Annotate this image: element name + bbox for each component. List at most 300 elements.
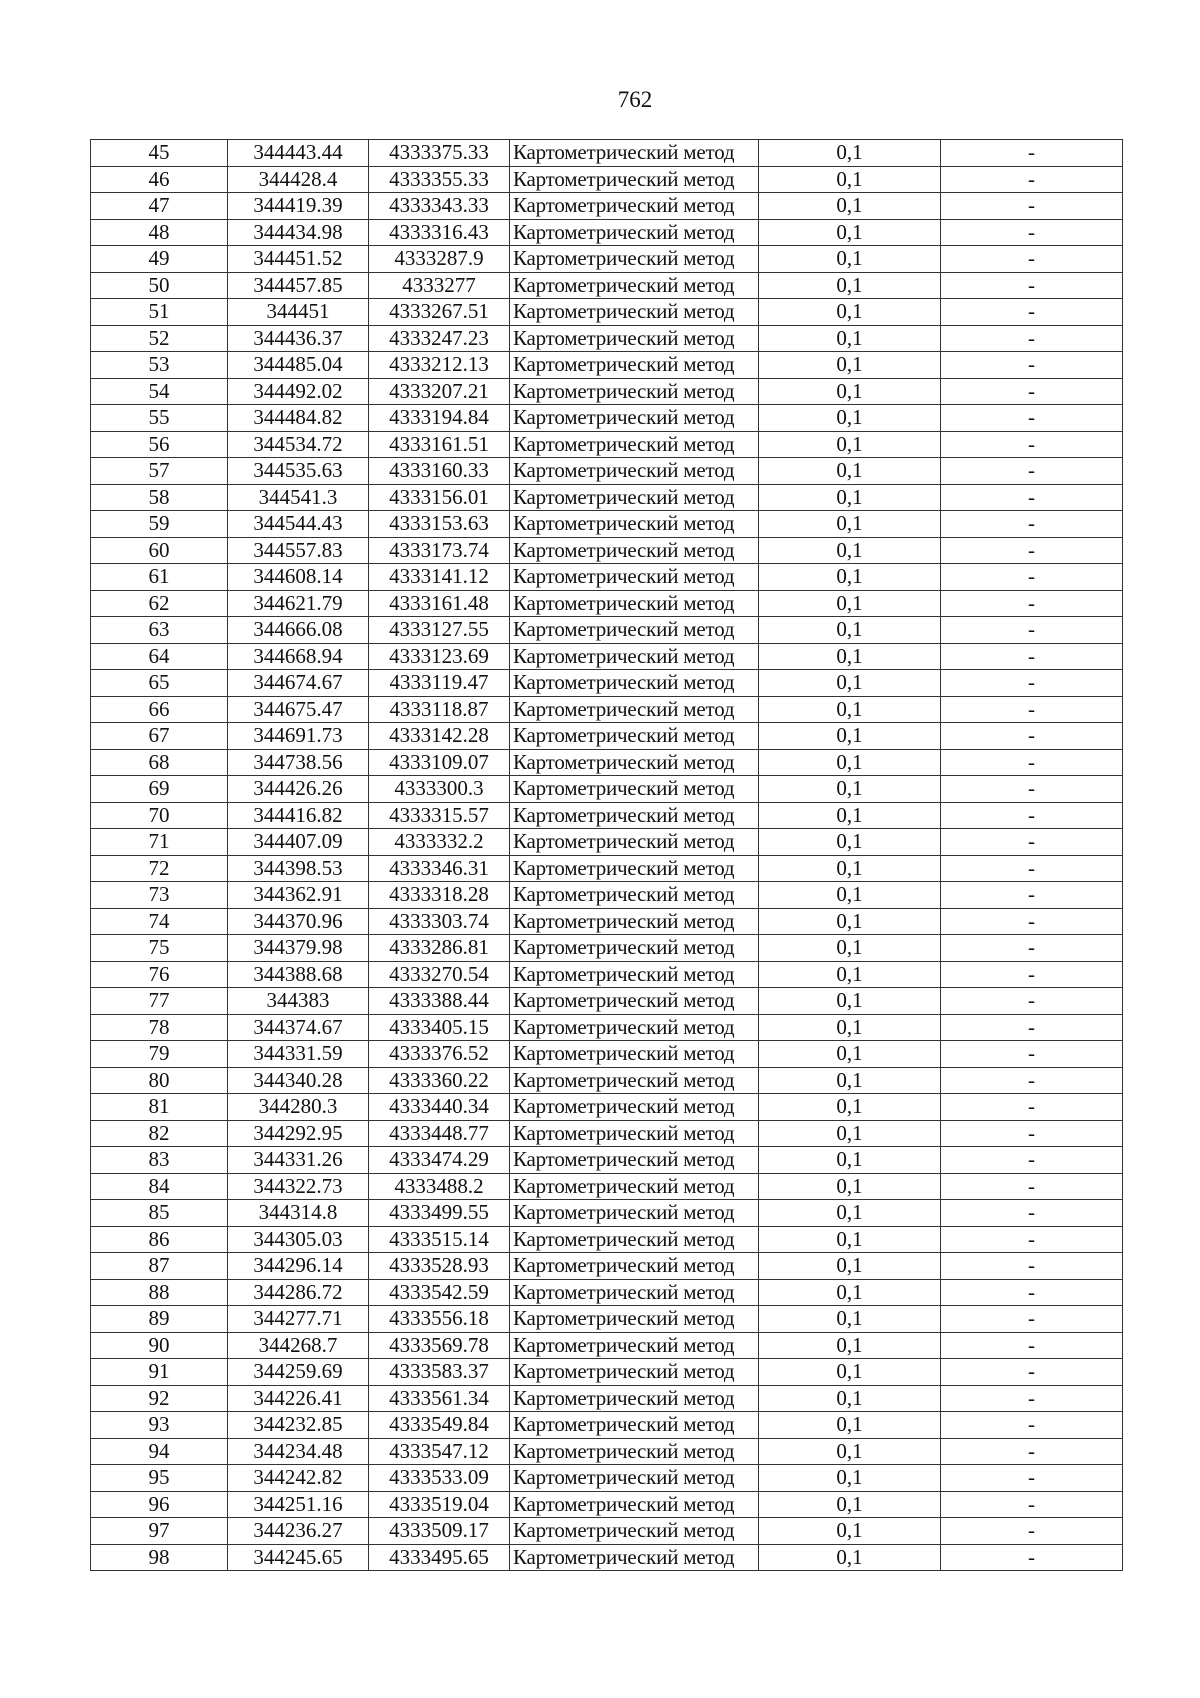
x-coordinate-cell: 344362.91 — [228, 882, 369, 909]
y-coordinate-cell: 4333119.47 — [369, 670, 510, 697]
point-number-cell: 45 — [91, 140, 228, 167]
accuracy-cell: 0,1 — [759, 246, 941, 273]
method-cell: Картометрический метод — [510, 1120, 759, 1147]
y-coordinate-cell: 4333332.2 — [369, 829, 510, 856]
x-coordinate-cell: 344314.8 — [228, 1200, 369, 1227]
note-cell: - — [941, 1173, 1123, 1200]
method-cell: Картометрический метод — [510, 166, 759, 193]
x-coordinate-cell: 344331.26 — [228, 1147, 369, 1174]
point-number-cell: 71 — [91, 829, 228, 856]
note-cell: - — [941, 802, 1123, 829]
method-cell: Картометрический метод — [510, 1465, 759, 1492]
method-cell: Картометрический метод — [510, 1067, 759, 1094]
method-cell: Картометрический метод — [510, 776, 759, 803]
y-coordinate-cell: 4333375.33 — [369, 140, 510, 167]
point-number-cell: 78 — [91, 1014, 228, 1041]
y-coordinate-cell: 4333153.63 — [369, 511, 510, 538]
accuracy-cell: 0,1 — [759, 1094, 941, 1121]
y-coordinate-cell: 4333315.57 — [369, 802, 510, 829]
accuracy-cell: 0,1 — [759, 1412, 941, 1439]
x-coordinate-cell: 344232.85 — [228, 1412, 369, 1439]
y-coordinate-cell: 4333277 — [369, 272, 510, 299]
x-coordinate-cell: 344666.08 — [228, 617, 369, 644]
table-row — [91, 961, 1123, 988]
x-coordinate-cell: 344234.48 — [228, 1438, 369, 1465]
note-cell: - — [941, 935, 1123, 962]
method-cell: Картометрический метод — [510, 352, 759, 379]
y-coordinate-cell: 4333156.01 — [369, 484, 510, 511]
x-coordinate-cell: 344251.16 — [228, 1491, 369, 1518]
note-cell: - — [941, 272, 1123, 299]
y-coordinate-cell: 4333316.43 — [369, 219, 510, 246]
x-coordinate-cell: 344541.3 — [228, 484, 369, 511]
accuracy-cell: 0,1 — [759, 325, 941, 352]
note-cell: - — [941, 882, 1123, 909]
table-row — [91, 1412, 1123, 1439]
y-coordinate-cell: 4333488.2 — [369, 1173, 510, 1200]
x-coordinate-cell: 344544.43 — [228, 511, 369, 538]
method-cell: Картометрический метод — [510, 1438, 759, 1465]
point-number-cell: 87 — [91, 1253, 228, 1280]
accuracy-cell: 0,1 — [759, 855, 941, 882]
y-coordinate-cell: 4333212.13 — [369, 352, 510, 379]
accuracy-cell: 0,1 — [759, 458, 941, 485]
method-cell: Картометрический метод — [510, 140, 759, 167]
accuracy-cell: 0,1 — [759, 1385, 941, 1412]
table-row — [91, 166, 1123, 193]
accuracy-cell: 0,1 — [759, 1147, 941, 1174]
note-cell: - — [941, 140, 1123, 167]
point-number-cell: 83 — [91, 1147, 228, 1174]
point-number-cell: 46 — [91, 166, 228, 193]
point-number-cell: 95 — [91, 1465, 228, 1492]
method-cell: Картометрический метод — [510, 1041, 759, 1068]
accuracy-cell: 0,1 — [759, 193, 941, 220]
accuracy-cell: 0,1 — [759, 1438, 941, 1465]
x-coordinate-cell: 344738.56 — [228, 749, 369, 776]
method-cell: Картометрический метод — [510, 1226, 759, 1253]
y-coordinate-cell: 4333556.18 — [369, 1306, 510, 1333]
method-cell: Картометрический метод — [510, 405, 759, 432]
point-number-cell: 80 — [91, 1067, 228, 1094]
x-coordinate-cell: 344296.14 — [228, 1253, 369, 1280]
table-row — [91, 1385, 1123, 1412]
note-cell: - — [941, 908, 1123, 935]
note-cell: - — [941, 1094, 1123, 1121]
x-coordinate-cell: 344226.41 — [228, 1385, 369, 1412]
y-coordinate-cell: 4333448.77 — [369, 1120, 510, 1147]
note-cell: - — [941, 246, 1123, 273]
method-cell: Картометрический метод — [510, 723, 759, 750]
note-cell: - — [941, 484, 1123, 511]
y-coordinate-cell: 4333376.52 — [369, 1041, 510, 1068]
accuracy-cell: 0,1 — [759, 696, 941, 723]
method-cell: Картометрический метод — [510, 908, 759, 935]
point-number-cell: 69 — [91, 776, 228, 803]
point-number-cell: 96 — [91, 1491, 228, 1518]
note-cell: - — [941, 1491, 1123, 1518]
point-number-cell: 82 — [91, 1120, 228, 1147]
point-number-cell: 59 — [91, 511, 228, 538]
note-cell: - — [941, 352, 1123, 379]
point-number-cell: 52 — [91, 325, 228, 352]
note-cell: - — [941, 1385, 1123, 1412]
x-coordinate-cell: 344242.82 — [228, 1465, 369, 1492]
table-row — [91, 855, 1123, 882]
x-coordinate-cell: 344370.96 — [228, 908, 369, 935]
method-cell: Картометрический метод — [510, 961, 759, 988]
point-number-cell: 51 — [91, 299, 228, 326]
accuracy-cell: 0,1 — [759, 140, 941, 167]
x-coordinate-cell: 344268.7 — [228, 1332, 369, 1359]
point-number-cell: 50 — [91, 272, 228, 299]
x-coordinate-cell: 344534.72 — [228, 431, 369, 458]
note-cell: - — [941, 458, 1123, 485]
note-cell: - — [941, 1359, 1123, 1386]
method-cell: Картометрический метод — [510, 617, 759, 644]
accuracy-cell: 0,1 — [759, 1253, 941, 1280]
accuracy-cell: 0,1 — [759, 908, 941, 935]
point-number-cell: 79 — [91, 1041, 228, 1068]
method-cell: Картометрический метод — [510, 988, 759, 1015]
method-cell: Картометрический метод — [510, 431, 759, 458]
method-cell: Картометрический метод — [510, 219, 759, 246]
note-cell: - — [941, 1544, 1123, 1571]
point-number-cell: 60 — [91, 537, 228, 564]
table-row — [91, 617, 1123, 644]
method-cell: Картометрический метод — [510, 1332, 759, 1359]
point-number-cell: 55 — [91, 405, 228, 432]
point-number-cell: 92 — [91, 1385, 228, 1412]
note-cell: - — [941, 378, 1123, 405]
x-coordinate-cell: 344674.67 — [228, 670, 369, 697]
accuracy-cell: 0,1 — [759, 776, 941, 803]
accuracy-cell: 0,1 — [759, 1465, 941, 1492]
x-coordinate-cell: 344451.52 — [228, 246, 369, 273]
point-number-cell: 47 — [91, 193, 228, 220]
y-coordinate-cell: 4333388.44 — [369, 988, 510, 1015]
x-coordinate-cell: 344245.65 — [228, 1544, 369, 1571]
accuracy-cell: 0,1 — [759, 882, 941, 909]
x-coordinate-cell: 344428.4 — [228, 166, 369, 193]
y-coordinate-cell: 4333300.3 — [369, 776, 510, 803]
note-cell: - — [941, 1518, 1123, 1545]
accuracy-cell: 0,1 — [759, 272, 941, 299]
note-cell: - — [941, 564, 1123, 591]
accuracy-cell: 0,1 — [759, 1200, 941, 1227]
note-cell: - — [941, 405, 1123, 432]
point-number-cell: 75 — [91, 935, 228, 962]
table-row — [91, 1147, 1123, 1174]
note-cell: - — [941, 1253, 1123, 1280]
table-row — [91, 1014, 1123, 1041]
accuracy-cell: 0,1 — [759, 1279, 941, 1306]
method-cell: Картометрический метод — [510, 564, 759, 591]
x-coordinate-cell: 344383 — [228, 988, 369, 1015]
y-coordinate-cell: 4333440.34 — [369, 1094, 510, 1121]
accuracy-cell: 0,1 — [759, 1173, 941, 1200]
y-coordinate-cell: 4333405.15 — [369, 1014, 510, 1041]
accuracy-cell: 0,1 — [759, 166, 941, 193]
y-coordinate-cell: 4333355.33 — [369, 166, 510, 193]
note-cell: - — [941, 1014, 1123, 1041]
accuracy-cell: 0,1 — [759, 935, 941, 962]
y-coordinate-cell: 4333118.87 — [369, 696, 510, 723]
method-cell: Картометрический метод — [510, 537, 759, 564]
table-row — [91, 908, 1123, 935]
x-coordinate-cell: 344443.44 — [228, 140, 369, 167]
table-row — [91, 882, 1123, 909]
accuracy-cell: 0,1 — [759, 590, 941, 617]
table-row — [91, 723, 1123, 750]
note-cell: - — [941, 988, 1123, 1015]
table-row — [91, 1332, 1123, 1359]
note-cell: - — [941, 431, 1123, 458]
point-number-cell: 61 — [91, 564, 228, 591]
accuracy-cell: 0,1 — [759, 723, 941, 750]
method-cell: Картометрический метод — [510, 1491, 759, 1518]
y-coordinate-cell: 4333533.09 — [369, 1465, 510, 1492]
point-number-cell: 85 — [91, 1200, 228, 1227]
point-number-cell: 94 — [91, 1438, 228, 1465]
method-cell: Картометрический метод — [510, 1385, 759, 1412]
x-coordinate-cell: 344388.68 — [228, 961, 369, 988]
y-coordinate-cell: 4333161.51 — [369, 431, 510, 458]
note-cell: - — [941, 1412, 1123, 1439]
table-row — [91, 1465, 1123, 1492]
accuracy-cell: 0,1 — [759, 1226, 941, 1253]
point-number-cell: 62 — [91, 590, 228, 617]
accuracy-cell: 0,1 — [759, 961, 941, 988]
point-number-cell: 84 — [91, 1173, 228, 1200]
y-coordinate-cell: 4333499.55 — [369, 1200, 510, 1227]
table-row — [91, 1279, 1123, 1306]
method-cell: Картометрический метод — [510, 378, 759, 405]
y-coordinate-cell: 4333127.55 — [369, 617, 510, 644]
note-cell: - — [941, 829, 1123, 856]
y-coordinate-cell: 4333267.51 — [369, 299, 510, 326]
accuracy-cell: 0,1 — [759, 1544, 941, 1571]
note-cell: - — [941, 299, 1123, 326]
accuracy-cell: 0,1 — [759, 1041, 941, 1068]
table-row — [91, 193, 1123, 220]
x-coordinate-cell: 344292.95 — [228, 1120, 369, 1147]
point-number-cell: 97 — [91, 1518, 228, 1545]
y-coordinate-cell: 4333303.74 — [369, 908, 510, 935]
point-number-cell: 57 — [91, 458, 228, 485]
note-cell: - — [941, 776, 1123, 803]
method-cell: Картометрический метод — [510, 802, 759, 829]
y-coordinate-cell: 4333287.9 — [369, 246, 510, 273]
note-cell: - — [941, 643, 1123, 670]
note-cell: - — [941, 617, 1123, 644]
table-row — [91, 219, 1123, 246]
accuracy-cell: 0,1 — [759, 1491, 941, 1518]
table-row — [91, 749, 1123, 776]
table-row — [91, 352, 1123, 379]
x-coordinate-cell: 344305.03 — [228, 1226, 369, 1253]
table-row — [91, 378, 1123, 405]
y-coordinate-cell: 4333343.33 — [369, 193, 510, 220]
point-number-cell: 58 — [91, 484, 228, 511]
table-row — [91, 988, 1123, 1015]
table-row — [91, 829, 1123, 856]
x-coordinate-cell: 344557.83 — [228, 537, 369, 564]
point-number-cell: 88 — [91, 1279, 228, 1306]
point-number-cell: 70 — [91, 802, 228, 829]
x-coordinate-cell: 344691.73 — [228, 723, 369, 750]
table-row — [91, 1359, 1123, 1386]
method-cell: Картометрический метод — [510, 325, 759, 352]
note-cell: - — [941, 537, 1123, 564]
point-number-cell: 56 — [91, 431, 228, 458]
point-number-cell: 49 — [91, 246, 228, 273]
accuracy-cell: 0,1 — [759, 749, 941, 776]
y-coordinate-cell: 4333561.34 — [369, 1385, 510, 1412]
note-cell: - — [941, 166, 1123, 193]
note-cell: - — [941, 1226, 1123, 1253]
note-cell: - — [941, 193, 1123, 220]
method-cell: Картометрический метод — [510, 1359, 759, 1386]
x-coordinate-cell: 344374.67 — [228, 1014, 369, 1041]
table-row — [91, 246, 1123, 273]
coordinates-table-body — [91, 140, 1123, 1571]
method-cell: Картометрический метод — [510, 829, 759, 856]
table-row — [91, 537, 1123, 564]
note-cell: - — [941, 1120, 1123, 1147]
table-row — [91, 299, 1123, 326]
method-cell: Картометрический метод — [510, 299, 759, 326]
page-number: 762 — [617, 87, 653, 112]
x-coordinate-cell: 344434.98 — [228, 219, 369, 246]
y-coordinate-cell: 4333142.28 — [369, 723, 510, 750]
method-cell: Картометрический метод — [510, 1147, 759, 1174]
y-coordinate-cell: 4333542.59 — [369, 1279, 510, 1306]
x-coordinate-cell: 344457.85 — [228, 272, 369, 299]
point-number-cell: 63 — [91, 617, 228, 644]
y-coordinate-cell: 4333495.65 — [369, 1544, 510, 1571]
x-coordinate-cell: 344236.27 — [228, 1518, 369, 1545]
accuracy-cell: 0,1 — [759, 1067, 941, 1094]
x-coordinate-cell: 344322.73 — [228, 1173, 369, 1200]
y-coordinate-cell: 4333549.84 — [369, 1412, 510, 1439]
method-cell: Картометрический метод — [510, 590, 759, 617]
x-coordinate-cell: 344484.82 — [228, 405, 369, 432]
accuracy-cell: 0,1 — [759, 564, 941, 591]
note-cell: - — [941, 1067, 1123, 1094]
y-coordinate-cell: 4333528.93 — [369, 1253, 510, 1280]
coordinates-table — [90, 139, 1123, 1571]
accuracy-cell: 0,1 — [759, 511, 941, 538]
method-cell: Картометрический метод — [510, 670, 759, 697]
note-cell: - — [941, 1438, 1123, 1465]
table-row — [91, 1094, 1123, 1121]
x-coordinate-cell: 344398.53 — [228, 855, 369, 882]
point-number-cell: 89 — [91, 1306, 228, 1333]
note-cell: - — [941, 1147, 1123, 1174]
table-row — [91, 1544, 1123, 1571]
accuracy-cell: 0,1 — [759, 537, 941, 564]
table-row — [91, 590, 1123, 617]
table-row — [91, 564, 1123, 591]
accuracy-cell: 0,1 — [759, 352, 941, 379]
accuracy-cell: 0,1 — [759, 988, 941, 1015]
x-coordinate-cell: 344280.3 — [228, 1094, 369, 1121]
accuracy-cell: 0,1 — [759, 484, 941, 511]
point-number-cell: 98 — [91, 1544, 228, 1571]
accuracy-cell: 0,1 — [759, 670, 941, 697]
x-coordinate-cell: 344379.98 — [228, 935, 369, 962]
accuracy-cell: 0,1 — [759, 299, 941, 326]
method-cell: Картометрический метод — [510, 1173, 759, 1200]
point-number-cell: 73 — [91, 882, 228, 909]
y-coordinate-cell: 4333509.17 — [369, 1518, 510, 1545]
table-row — [91, 325, 1123, 352]
point-number-cell: 65 — [91, 670, 228, 697]
x-coordinate-cell: 344416.82 — [228, 802, 369, 829]
accuracy-cell: 0,1 — [759, 1014, 941, 1041]
y-coordinate-cell: 4333547.12 — [369, 1438, 510, 1465]
point-number-cell: 90 — [91, 1332, 228, 1359]
note-cell: - — [941, 1200, 1123, 1227]
note-cell: - — [941, 219, 1123, 246]
table-row — [91, 1067, 1123, 1094]
table-row — [91, 670, 1123, 697]
table-row — [91, 1041, 1123, 1068]
note-cell: - — [941, 325, 1123, 352]
table-row — [91, 696, 1123, 723]
method-cell: Картометрический метод — [510, 696, 759, 723]
note-cell: - — [941, 855, 1123, 882]
point-number-cell: 93 — [91, 1412, 228, 1439]
table-row — [91, 458, 1123, 485]
y-coordinate-cell: 4333318.28 — [369, 882, 510, 909]
table-row — [91, 1491, 1123, 1518]
table-row — [91, 405, 1123, 432]
accuracy-cell: 0,1 — [759, 617, 941, 644]
note-cell: - — [941, 961, 1123, 988]
x-coordinate-cell: 344277.71 — [228, 1306, 369, 1333]
x-coordinate-cell: 344535.63 — [228, 458, 369, 485]
y-coordinate-cell: 4333109.07 — [369, 749, 510, 776]
table-row — [91, 643, 1123, 670]
point-number-cell: 76 — [91, 961, 228, 988]
point-number-cell: 66 — [91, 696, 228, 723]
y-coordinate-cell: 4333173.74 — [369, 537, 510, 564]
point-number-cell: 86 — [91, 1226, 228, 1253]
method-cell: Картометрический метод — [510, 749, 759, 776]
accuracy-cell: 0,1 — [759, 1518, 941, 1545]
table-row — [91, 511, 1123, 538]
x-coordinate-cell: 344436.37 — [228, 325, 369, 352]
note-cell: - — [941, 1332, 1123, 1359]
accuracy-cell: 0,1 — [759, 1306, 941, 1333]
x-coordinate-cell: 344485.04 — [228, 352, 369, 379]
x-coordinate-cell: 344608.14 — [228, 564, 369, 591]
y-coordinate-cell: 4333194.84 — [369, 405, 510, 432]
y-coordinate-cell: 4333360.22 — [369, 1067, 510, 1094]
table-row — [91, 1173, 1123, 1200]
accuracy-cell: 0,1 — [759, 1359, 941, 1386]
point-number-cell: 68 — [91, 749, 228, 776]
method-cell: Картометрический метод — [510, 458, 759, 485]
y-coordinate-cell: 4333123.69 — [369, 643, 510, 670]
point-number-cell: 53 — [91, 352, 228, 379]
table-row — [91, 1253, 1123, 1280]
y-coordinate-cell: 4333207.21 — [369, 378, 510, 405]
note-cell: - — [941, 1306, 1123, 1333]
y-coordinate-cell: 4333286.81 — [369, 935, 510, 962]
